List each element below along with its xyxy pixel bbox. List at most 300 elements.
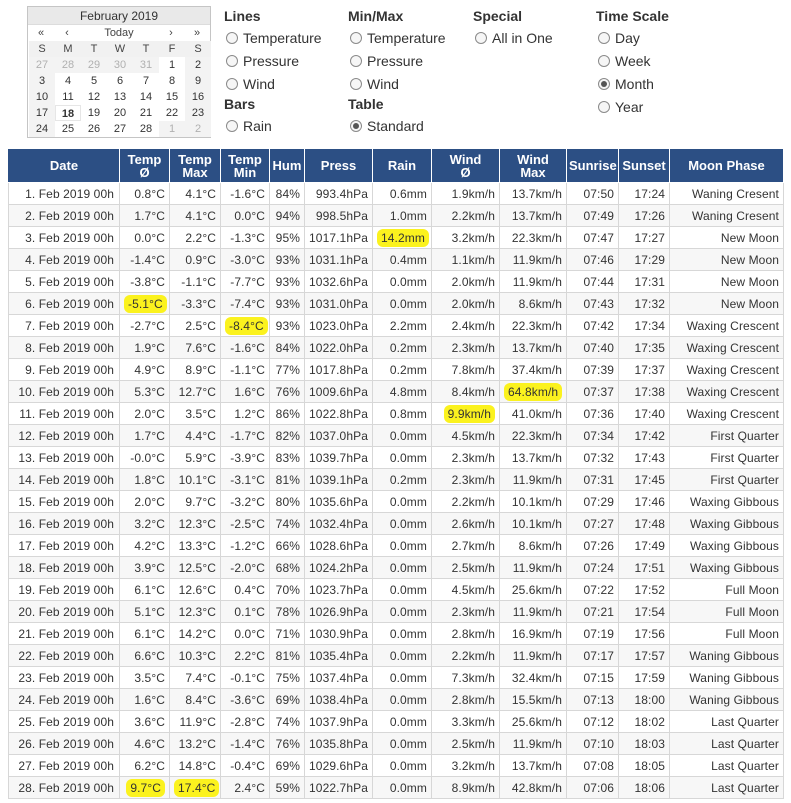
highlighted-value: -5.1°C — [124, 295, 167, 313]
pressure-cell: 1031.0hPa — [305, 293, 373, 315]
moon-phase-cell: Waning Gibbous — [670, 667, 784, 689]
rain-cell: 0.2mm — [373, 469, 432, 491]
wind-avg-cell: 2.5km/h — [432, 733, 500, 755]
date-cell: 10. Feb 2019 00h — [9, 381, 120, 403]
column-header[interactable] — [270, 149, 305, 183]
wind-avg-cell: 1.1km/h — [432, 249, 500, 271]
prev-year-button[interactable]: « — [37, 27, 45, 39]
humidity-cell: 80% — [270, 491, 305, 513]
date-cell: 7. Feb 2019 00h — [9, 315, 120, 337]
column-header-label: Moon Phase — [688, 158, 765, 173]
table-row — [9, 337, 784, 359]
table-row — [9, 425, 784, 447]
radio-selected-icon[interactable] — [350, 120, 362, 132]
sunset-cell: 17:56 — [619, 623, 670, 645]
table-row — [9, 447, 784, 469]
calendar-day[interactable]: 1 — [168, 59, 176, 71]
pressure-cell: 1029.6hPa — [305, 755, 373, 777]
rain-cell: 0.0mm — [373, 535, 432, 557]
sunrise-cell: 07:10 — [567, 733, 619, 755]
option-label: Temperature — [243, 29, 322, 46]
rain-cell: 0.0mm — [373, 645, 432, 667]
calendar-day-other-month[interactable]: 31 — [133, 57, 159, 73]
rain-cell: 0.0mm — [373, 601, 432, 623]
calendar-day[interactable]: 24 — [29, 121, 55, 137]
sunrise-cell: 07:13 — [567, 689, 619, 711]
date-cell: 25. Feb 2019 00h — [9, 711, 120, 733]
calendar-day[interactable]: 23 — [185, 105, 211, 121]
humidity-cell: 78% — [270, 601, 305, 623]
calendar-day[interactable]: 28 — [139, 123, 153, 135]
minmax-pressure-option[interactable] — [348, 49, 446, 72]
moon-phase-cell: Waxing Crescent — [670, 337, 784, 359]
column-header[interactable] — [120, 149, 170, 183]
sunset-cell: 17:27 — [619, 227, 670, 249]
temp-avg-cell: 3.9°C — [120, 557, 170, 579]
column-header[interactable] — [500, 149, 567, 183]
option-label: Wind — [367, 75, 399, 92]
column-header[interactable] — [567, 149, 619, 183]
temp-avg-cell: 6.1°C — [120, 579, 170, 601]
temp-min-cell: -1.4°C — [221, 733, 270, 755]
wind-avg-cell: 2.2km/h — [432, 645, 500, 667]
sunrise-cell: 07:17 — [567, 645, 619, 667]
minmax-title: Min/Max — [348, 8, 404, 24]
temp-avg-cell — [120, 293, 170, 315]
calendar-day[interactable]: 6 — [116, 75, 124, 87]
sunset-cell: 17:48 — [619, 513, 670, 535]
calendar-day[interactable]: 14 — [139, 91, 153, 103]
date-cell: 28. Feb 2019 00h — [9, 777, 120, 799]
calendar-day-other-month[interactable]: 29 — [81, 57, 107, 73]
bars-rain-option[interactable] — [224, 114, 272, 137]
next-year-button[interactable]: » — [193, 27, 201, 39]
sunset-cell: 17:37 — [619, 359, 670, 381]
wind-avg-cell: 4.5km/h — [432, 425, 500, 447]
lines-title: Lines — [224, 8, 261, 24]
wind-avg-cell — [432, 403, 500, 425]
rain-cell: 0.6mm — [373, 183, 432, 205]
sunrise-cell: 07:29 — [567, 491, 619, 513]
column-header-label: Ø — [460, 164, 471, 180]
humidity-cell: 77% — [270, 359, 305, 381]
calendar-day[interactable]: 20 — [113, 107, 127, 119]
temp-max-cell: 12.3°C — [170, 513, 221, 535]
calendar-day[interactable]: 3 — [29, 73, 55, 89]
temp-avg-cell: 1.9°C — [120, 337, 170, 359]
temp-min-cell — [221, 315, 270, 337]
table-row — [9, 667, 784, 689]
sunrise-cell: 07:49 — [567, 205, 619, 227]
sunset-cell: 17:54 — [619, 601, 670, 623]
temp-avg-cell: 0.8°C — [120, 183, 170, 205]
rain-cell: 2.2mm — [373, 315, 432, 337]
table-options — [348, 94, 424, 137]
sunrise-cell: 07:40 — [567, 337, 619, 359]
humidity-cell: 68% — [270, 557, 305, 579]
option-label: Month — [615, 75, 654, 92]
temp-min-cell: 0.1°C — [221, 601, 270, 623]
date-cell: 18. Feb 2019 00h — [9, 557, 120, 579]
pressure-cell: 1009.6hPa — [305, 381, 373, 403]
calendar-day[interactable]: 17 — [29, 105, 55, 121]
wind-max-cell: 11.9km/h — [500, 601, 567, 623]
rain-cell — [373, 227, 432, 249]
temp-max-cell: 12.7°C — [170, 381, 221, 403]
temp-max-cell: 8.9°C — [170, 359, 221, 381]
moon-phase-cell: Waxing Crescent — [670, 315, 784, 337]
pressure-cell: 1026.9hPa — [305, 601, 373, 623]
lines-wind-option[interactable] — [224, 72, 322, 95]
radio-icon[interactable] — [226, 78, 238, 90]
pressure-cell: 1032.4hPa — [305, 513, 373, 535]
table-row — [9, 469, 784, 491]
option-label: All in One — [492, 29, 553, 46]
pressure-cell: 998.5hPa — [305, 205, 373, 227]
date-cell: 8. Feb 2019 00h — [9, 337, 120, 359]
moon-phase-cell: Waning Cresent — [670, 183, 784, 205]
pressure-cell: 1039.7hPa — [305, 447, 373, 469]
temp-avg-cell: 1.8°C — [120, 469, 170, 491]
calendar-day-other-month[interactable]: 2 — [185, 121, 211, 137]
table-row — [9, 227, 784, 249]
pressure-cell: 1022.0hPa — [305, 337, 373, 359]
sunrise-cell: 07:34 — [567, 425, 619, 447]
temp-min-cell: 2.4°C — [221, 777, 270, 799]
temp-avg-cell: 2.0°C — [120, 491, 170, 513]
sunrise-cell: 07:31 — [567, 469, 619, 491]
radio-icon[interactable] — [226, 55, 238, 67]
date-cell: 14. Feb 2019 00h — [9, 469, 120, 491]
column-header[interactable] — [432, 149, 500, 183]
lines-pressure-option[interactable] — [224, 49, 322, 72]
table-row — [9, 183, 784, 205]
table-row — [9, 403, 784, 425]
temp-max-cell: 13.2°C — [170, 733, 221, 755]
pressure-cell: 1017.1hPa — [305, 227, 373, 249]
table-standard-option[interactable] — [348, 114, 424, 137]
temp-min-cell: 1.6°C — [221, 381, 270, 403]
column-header-label: Hum — [272, 158, 302, 173]
humidity-cell: 95% — [270, 227, 305, 249]
temp-max-cell: 2.5°C — [170, 315, 221, 337]
pressure-cell: 1035.6hPa — [305, 491, 373, 513]
date-cell: 6. Feb 2019 00h — [9, 293, 120, 315]
calendar-day[interactable]: 12 — [87, 91, 101, 103]
date-cell: 4. Feb 2019 00h — [9, 249, 120, 271]
calendar-day[interactable]: 16 — [185, 89, 211, 105]
date-cell: 12. Feb 2019 00h — [9, 425, 120, 447]
table-title: Table — [348, 96, 384, 112]
column-header[interactable] — [170, 149, 221, 183]
moon-phase-cell: Waxing Crescent — [670, 359, 784, 381]
humidity-cell: 70% — [270, 579, 305, 601]
highlighted-value: 14.2mm — [377, 229, 429, 247]
wind-max-cell: 11.9km/h — [500, 645, 567, 667]
date-cell: 11. Feb 2019 00h — [9, 403, 120, 425]
sunrise-cell: 07:19 — [567, 623, 619, 645]
column-header[interactable] — [9, 149, 120, 183]
sunset-cell: 17:49 — [619, 535, 670, 557]
sunset-cell: 17:32 — [619, 293, 670, 315]
column-header-label: Temp — [228, 151, 262, 167]
calendar-day[interactable]: 19 — [87, 107, 101, 119]
humidity-cell: 59% — [270, 777, 305, 799]
table-row — [9, 491, 784, 513]
calendar-day[interactable]: 15 — [165, 91, 179, 103]
column-header[interactable] — [373, 149, 432, 183]
table-row — [9, 557, 784, 579]
column-header-label: Wind — [517, 151, 549, 167]
radio-icon[interactable] — [598, 32, 610, 44]
temp-avg-cell: 6.1°C — [120, 623, 170, 645]
temp-min-cell: -1.6°C — [221, 183, 270, 205]
column-header-label: Max — [182, 164, 208, 180]
rain-cell: 0.0mm — [373, 513, 432, 535]
calendar-day[interactable]: 7 — [142, 75, 150, 87]
pressure-cell: 993.4hPa — [305, 183, 373, 205]
table-row — [9, 645, 784, 667]
pressure-cell: 1037.4hPa — [305, 667, 373, 689]
highlighted-value: 17.4°C — [174, 779, 219, 797]
rain-cell: 0.0mm — [373, 755, 432, 777]
wind-avg-cell: 2.2km/h — [432, 205, 500, 227]
calendar-day[interactable]: 9 — [185, 73, 211, 89]
temp-min-cell: -3.9°C — [221, 447, 270, 469]
humidity-cell: 76% — [270, 381, 305, 403]
table-header-row — [9, 149, 784, 183]
wind-max-cell: 15.5km/h — [500, 689, 567, 711]
wind-avg-cell: 2.5km/h — [432, 557, 500, 579]
table-row — [9, 249, 784, 271]
radio-icon[interactable] — [350, 55, 362, 67]
pressure-cell: 1022.8hPa — [305, 403, 373, 425]
radio-icon[interactable] — [226, 32, 238, 44]
moon-phase-cell: First Quarter — [670, 447, 784, 469]
sunset-cell: 17:45 — [619, 469, 670, 491]
lines-options — [224, 6, 322, 95]
rain-cell: 1.0mm — [373, 205, 432, 227]
column-header-label: Temp — [178, 151, 212, 167]
calendar-nav — [28, 25, 210, 41]
timescale-month-option[interactable] — [596, 72, 669, 95]
calendar-day-other-month[interactable]: 27 — [29, 57, 55, 73]
minmax-temperature-option[interactable] — [348, 26, 446, 49]
weekday-header: M — [55, 41, 81, 57]
calendar-day-selected[interactable]: 18 — [55, 105, 81, 121]
timescale-week-option[interactable] — [596, 49, 669, 72]
date-cell: 16. Feb 2019 00h — [9, 513, 120, 535]
temp-min-cell: 2.2°C — [221, 645, 270, 667]
prev-month-button[interactable]: ‹ — [65, 27, 69, 39]
wind-avg-cell: 2.4km/h — [432, 315, 500, 337]
pressure-cell: 1035.4hPa — [305, 645, 373, 667]
pressure-cell: 1031.1hPa — [305, 249, 373, 271]
humidity-cell: 94% — [270, 205, 305, 227]
calendar-day-other-month[interactable]: 1 — [159, 121, 185, 137]
radio-icon[interactable] — [226, 120, 238, 132]
temp-max-cell: 3.5°C — [170, 403, 221, 425]
sunrise-cell: 07:21 — [567, 601, 619, 623]
column-header-label: Min — [233, 164, 257, 180]
wind-max-cell: 42.8km/h — [500, 777, 567, 799]
temp-min-cell: -7.7°C — [221, 271, 270, 293]
calendar-day[interactable]: 21 — [139, 107, 153, 119]
radio-icon[interactable] — [598, 101, 610, 113]
radio-icon[interactable] — [350, 78, 362, 90]
wind-avg-cell: 2.3km/h — [432, 337, 500, 359]
weekday-header: T — [133, 41, 159, 57]
temp-min-cell: 0.4°C — [221, 579, 270, 601]
wind-avg-cell: 4.5km/h — [432, 579, 500, 601]
sunrise-cell: 07:32 — [567, 447, 619, 469]
pressure-cell: 1022.7hPa — [305, 777, 373, 799]
wind-max-cell: 25.6km/h — [500, 711, 567, 733]
timescale-year-option[interactable] — [596, 95, 669, 118]
calendar-day[interactable]: 5 — [90, 75, 98, 87]
date-cell: 19. Feb 2019 00h — [9, 579, 120, 601]
wind-avg-cell: 1.9km/h — [432, 183, 500, 205]
weekday-header: S — [185, 41, 211, 57]
moon-phase-cell: Waxing Gibbous — [670, 491, 784, 513]
wind-avg-cell: 3.2km/h — [432, 227, 500, 249]
sunset-cell: 17:40 — [619, 403, 670, 425]
lines-temperature-option[interactable] — [224, 26, 322, 49]
sunset-cell: 17:34 — [619, 315, 670, 337]
sunrise-cell: 07:47 — [567, 227, 619, 249]
radio-selected-icon[interactable] — [598, 78, 610, 90]
rain-cell: 0.0mm — [373, 667, 432, 689]
sunrise-cell: 07:37 — [567, 381, 619, 403]
temp-max-cell: 9.7°C — [170, 491, 221, 513]
calendar-day[interactable]: 13 — [113, 91, 127, 103]
timescale-title: Time Scale — [596, 8, 669, 24]
calendar-day[interactable]: 11 — [62, 91, 74, 103]
option-label: Rain — [243, 117, 272, 134]
temp-avg-cell: 5.3°C — [120, 381, 170, 403]
calendar-day[interactable]: 2 — [185, 57, 211, 73]
calendar-day[interactable]: 10 — [29, 89, 55, 105]
temp-min-cell: -0.4°C — [221, 755, 270, 777]
temp-max-cell: 12.3°C — [170, 601, 221, 623]
sunset-cell: 17:35 — [619, 337, 670, 359]
radio-icon[interactable] — [475, 32, 487, 44]
radio-icon[interactable] — [598, 55, 610, 67]
option-label: Standard — [367, 117, 424, 134]
rain-cell: 0.4mm — [373, 249, 432, 271]
column-header-label: Sunset — [622, 158, 666, 173]
table-row — [9, 293, 784, 315]
calendar-day[interactable]: 22 — [165, 107, 179, 119]
sunrise-cell: 07:50 — [567, 183, 619, 205]
date-cell: 24. Feb 2019 00h — [9, 689, 120, 711]
temp-max-cell: 7.6°C — [170, 337, 221, 359]
temp-avg-cell: -1.4°C — [120, 249, 170, 271]
minmax-wind-option[interactable] — [348, 72, 446, 95]
sunset-cell: 17:59 — [619, 667, 670, 689]
humidity-cell: 74% — [270, 711, 305, 733]
column-header[interactable] — [619, 149, 670, 183]
calendar-day-other-month[interactable]: 28 — [55, 57, 81, 73]
calendar-day-other-month[interactable]: 30 — [107, 57, 133, 73]
option-label: Pressure — [367, 52, 424, 69]
rain-cell: 0.0mm — [373, 579, 432, 601]
radio-icon[interactable] — [350, 32, 362, 44]
sunset-cell: 17:46 — [619, 491, 670, 513]
pressure-cell: 1023.0hPa — [305, 315, 373, 337]
date-cell: 5. Feb 2019 00h — [9, 271, 120, 293]
temp-max-cell: 4.1°C — [170, 183, 221, 205]
calendar-day[interactable]: 8 — [168, 75, 176, 87]
date-cell: 23. Feb 2019 00h — [9, 667, 120, 689]
date-cell: 27. Feb 2019 00h — [9, 755, 120, 777]
temp-max-cell: 7.4°C — [170, 667, 221, 689]
today-button[interactable]: Today — [104, 27, 134, 39]
humidity-cell: 86% — [270, 403, 305, 425]
wind-max-cell: 25.6km/h — [500, 579, 567, 601]
table-row — [9, 579, 784, 601]
column-header[interactable] — [305, 149, 373, 183]
wind-avg-cell: 2.3km/h — [432, 469, 500, 491]
temp-avg-cell: 4.9°C — [120, 359, 170, 381]
calendar-day[interactable]: 25 — [61, 123, 75, 135]
column-header[interactable] — [221, 149, 270, 183]
column-header[interactable] — [670, 149, 784, 183]
temp-min-cell: 0.0°C — [221, 623, 270, 645]
wind-max-cell: 32.4km/h — [500, 667, 567, 689]
column-header-label: Ø — [139, 164, 150, 180]
calendar-day[interactable]: 26 — [87, 123, 101, 135]
next-month-button[interactable]: › — [169, 27, 173, 39]
calendar-day[interactable]: 4 — [64, 75, 72, 87]
temp-min-cell: -7.4°C — [221, 293, 270, 315]
wind-max-cell: 13.7km/h — [500, 183, 567, 205]
temp-max-cell — [170, 777, 221, 799]
moon-phase-cell: Full Moon — [670, 579, 784, 601]
temp-avg-cell: -2.7°C — [120, 315, 170, 337]
pressure-cell: 1035.8hPa — [305, 733, 373, 755]
sunset-cell: 18:02 — [619, 711, 670, 733]
wind-max-cell: 13.7km/h — [500, 755, 567, 777]
temp-min-cell: -3.6°C — [221, 689, 270, 711]
wind-max-cell: 16.9km/h — [500, 623, 567, 645]
rain-cell: 4.8mm — [373, 381, 432, 403]
wind-max-cell: 22.3km/h — [500, 315, 567, 337]
special-all-in-one-option[interactable] — [473, 26, 553, 49]
pressure-cell: 1038.4hPa — [305, 689, 373, 711]
sunrise-cell: 07:27 — [567, 513, 619, 535]
rain-cell: 0.0mm — [373, 711, 432, 733]
sunset-cell: 18:05 — [619, 755, 670, 777]
wind-max-cell: 10.1km/h — [500, 513, 567, 535]
calendar-day[interactable]: 27 — [113, 123, 127, 135]
temp-max-cell: 14.8°C — [170, 755, 221, 777]
table-row — [9, 777, 784, 799]
wind-max-cell: 37.4km/h — [500, 359, 567, 381]
timescale-day-option[interactable] — [596, 26, 669, 49]
humidity-cell: 69% — [270, 689, 305, 711]
sunset-cell: 17:42 — [619, 425, 670, 447]
moon-phase-cell: Waning Cresent — [670, 205, 784, 227]
table-row — [9, 711, 784, 733]
wind-max-cell: 41.0km/h — [500, 403, 567, 425]
wind-avg-cell: 2.2km/h — [432, 491, 500, 513]
temp-avg-cell: 4.2°C — [120, 535, 170, 557]
humidity-cell: 71% — [270, 623, 305, 645]
temp-max-cell: 14.2°C — [170, 623, 221, 645]
humidity-cell: 69% — [270, 755, 305, 777]
sunset-cell: 17:43 — [619, 447, 670, 469]
